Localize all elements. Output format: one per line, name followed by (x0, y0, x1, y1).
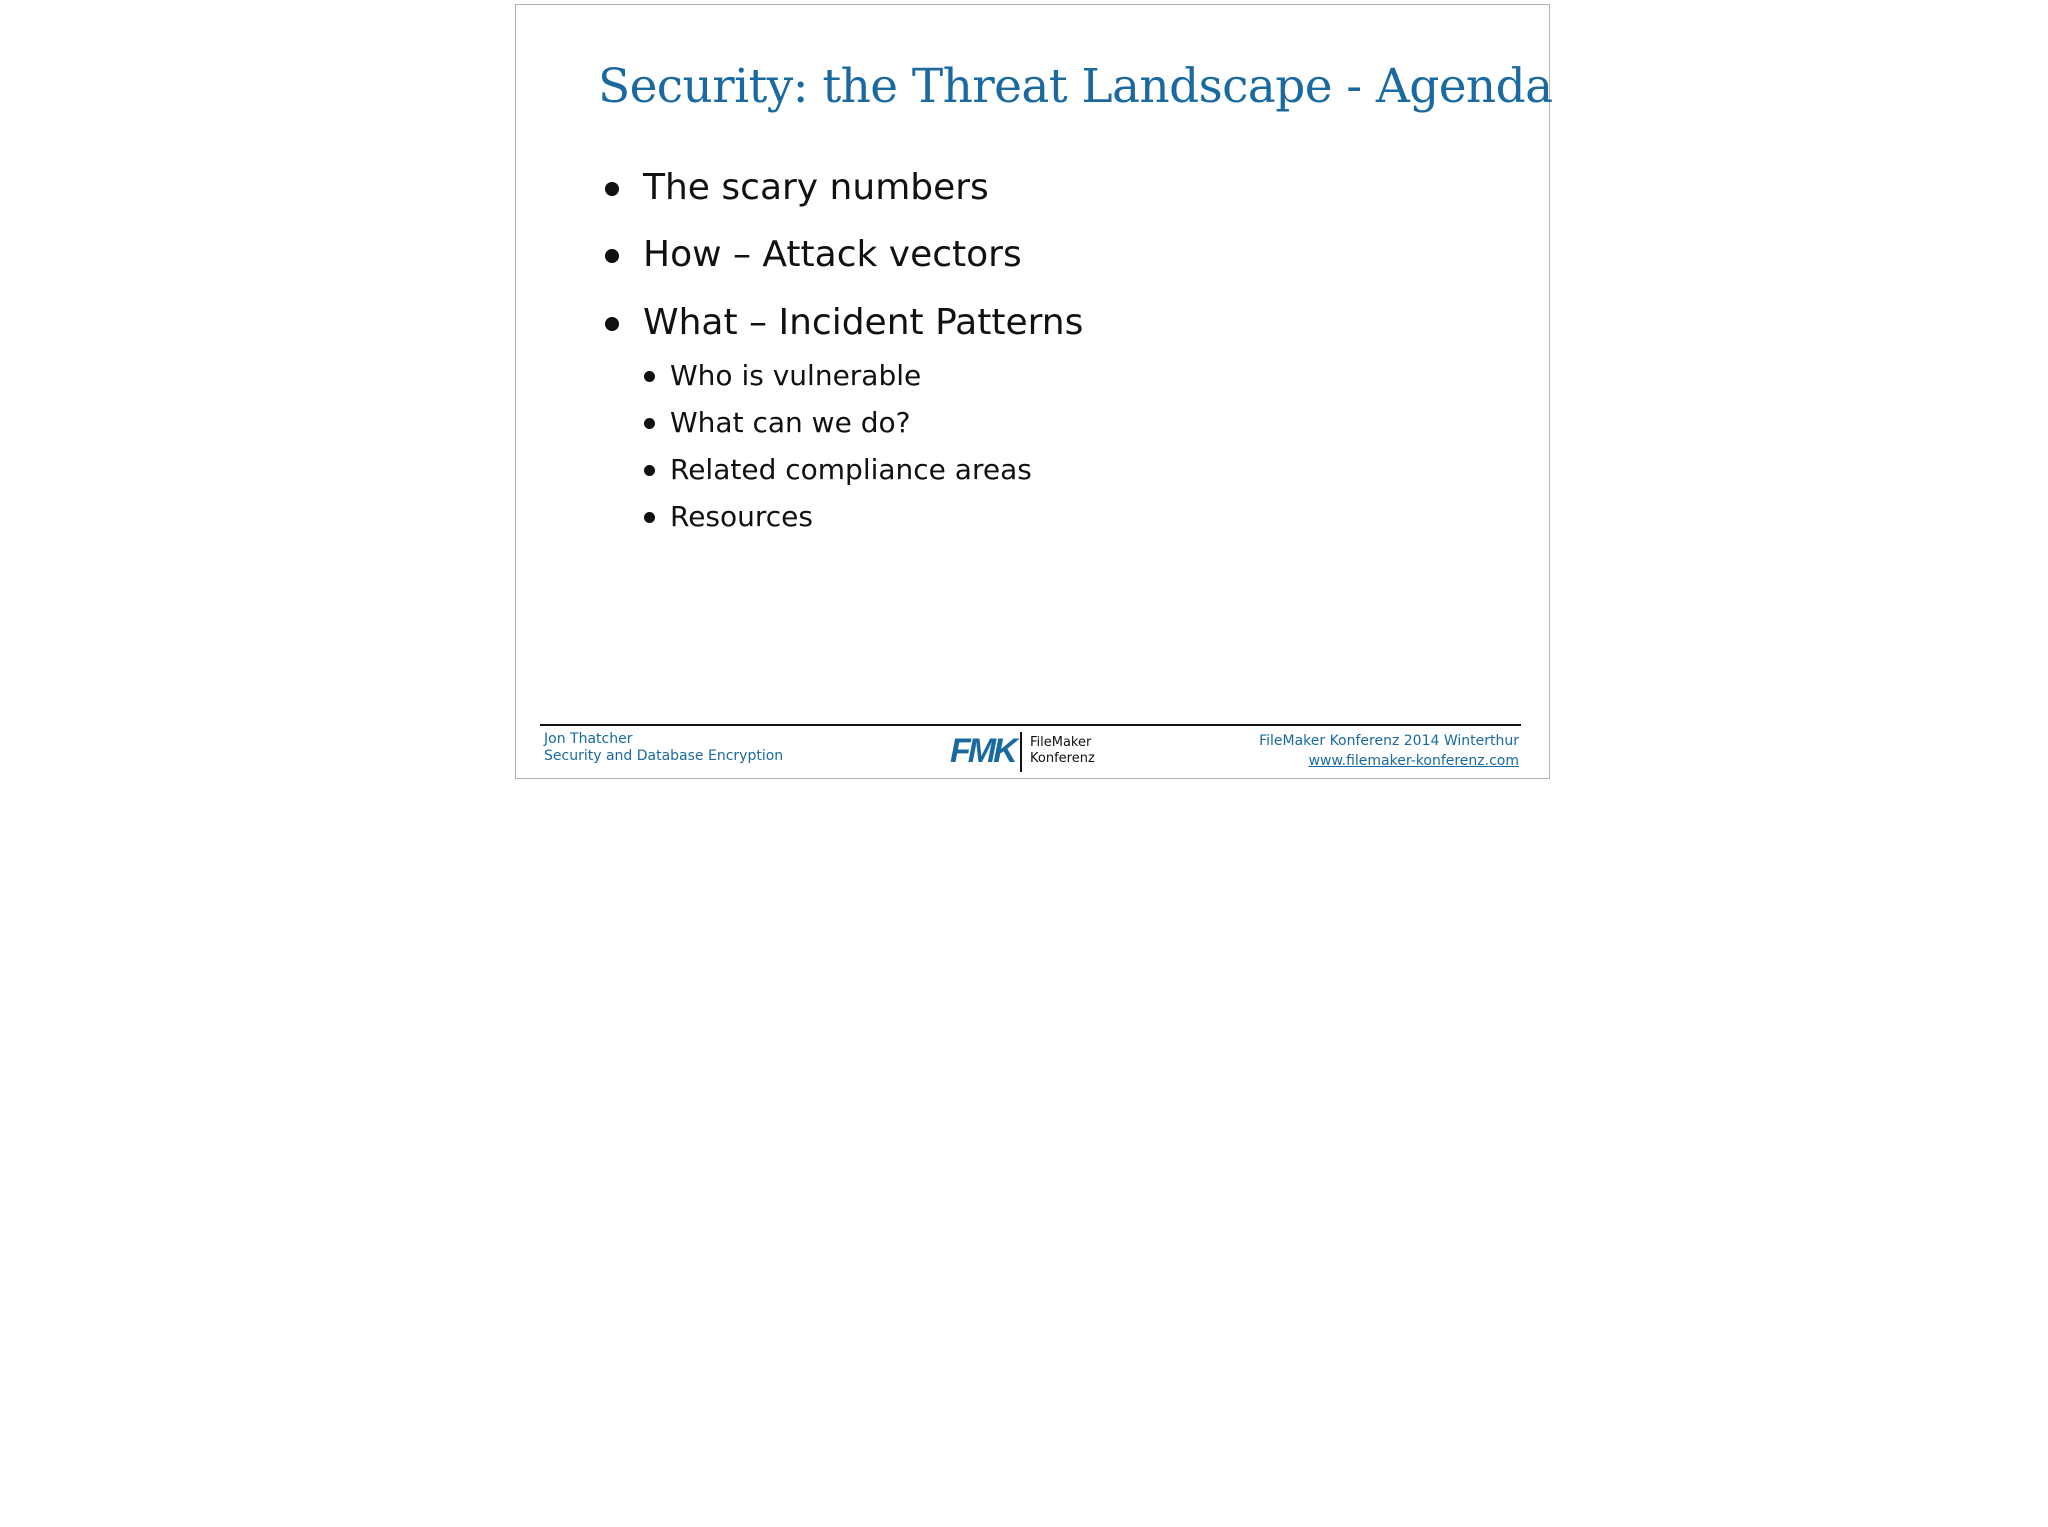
footer-event: FileMaker Konferenz 2014 Winterthur (1259, 733, 1519, 749)
bullet-dot-icon (644, 371, 655, 382)
logo-wordmark (1030, 735, 1095, 767)
footer-divider (540, 724, 1521, 726)
sub-bullet-item (670, 501, 813, 533)
slide (515, 4, 1553, 779)
footer-url-link[interactable]: www.filemaker-konferenz.com (1308, 753, 1519, 769)
logo-separator (1020, 732, 1022, 772)
sub-bullet-item (670, 360, 921, 392)
bullet-text: What – Incident Patterns (643, 302, 1084, 343)
bullet-item (643, 168, 989, 208)
bullet-text: What can we do? (670, 406, 911, 439)
footer-right (1259, 731, 1519, 771)
footer-left (544, 731, 783, 765)
bullet-dot-icon (605, 317, 619, 331)
bullet-dot-icon (644, 418, 655, 429)
footer-author: Jon Thatcher (544, 731, 633, 747)
footer-talk-title: Security and Database Encryption (544, 748, 784, 764)
bullet-dot-icon (644, 465, 655, 476)
bullet-item (643, 303, 1083, 343)
bullet-text: How – Attack vectors (643, 234, 1022, 275)
slide-title: Security: the Threat Landscape - Agenda (598, 59, 1553, 114)
logo-line-2: Konferenz (1030, 751, 1095, 766)
sub-bullet-item (670, 407, 910, 439)
logo-line-1: FileMaker (1030, 735, 1092, 750)
bullet-text: Related compliance areas (670, 453, 1032, 486)
fmk-logo-mark: FMK (950, 732, 1015, 770)
sub-bullet-item (670, 454, 1032, 486)
bullet-text: The scary numbers (643, 167, 989, 208)
bullet-text: Resources (670, 500, 813, 533)
fmk-logo (932, 729, 1095, 773)
bullet-text: Who is vulnerable (670, 359, 922, 392)
bullet-dot-icon (605, 182, 619, 196)
bullet-item (643, 235, 1022, 275)
bullet-dot-icon (605, 249, 619, 263)
bullet-dot-icon (644, 512, 655, 523)
